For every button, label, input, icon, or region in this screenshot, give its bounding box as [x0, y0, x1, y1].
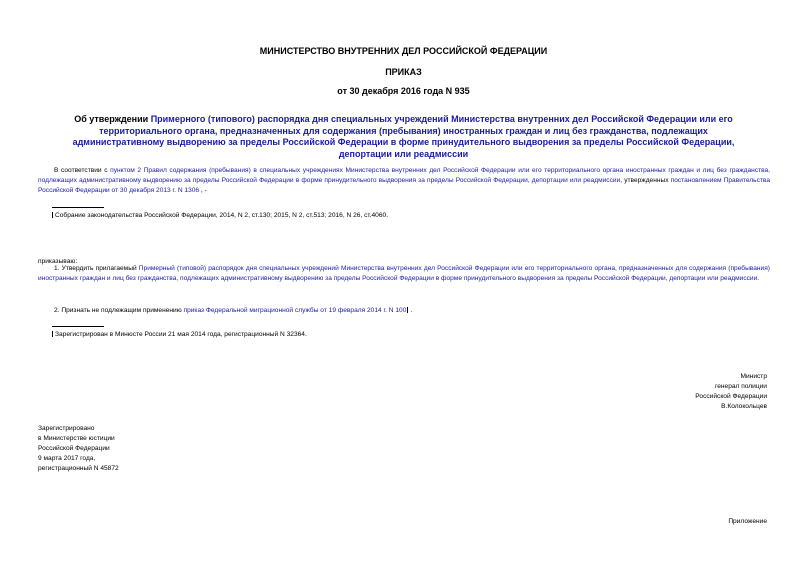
preamble-start: В соответствии с: [54, 167, 111, 174]
order-word: приказываю:: [38, 258, 78, 265]
schedule-link[interactable]: Примерный (типовой) распорядок дня специальных учреждений Министерства внутренних дел Российской Федерации или его территориального органа, предназначенных для содержания (пребывания) иностранных граждан и лиц без гражданства, подлежащих административному выдворению за пределы Российской Федерации в форме принудительного выдворения за пределы Российской Федерации, депортации или реадмиссии: [38, 265, 770, 282]
preamble-mid: , утвержденных: [620, 177, 671, 184]
footnote-2: [52, 330, 307, 339]
footnote-2-text: Зарегистрирован в Минюсте России 21 мая 2014 года, регистрационный N 32364.: [55, 331, 307, 338]
signature-line: В.Колокольцев: [721, 403, 767, 410]
signature-line: Российской Федерации: [695, 393, 767, 400]
footnote-1: [52, 211, 388, 220]
order-item-1: [38, 264, 770, 284]
footnote-marker: [407, 307, 408, 313]
signature-line: генерал полиции: [714, 383, 767, 390]
fms-order-link[interactable]: приказ Федеральной миграционной службы от 19 февраля 2014 г. N 100: [183, 307, 407, 314]
footnote-marker: [52, 331, 53, 337]
registration-line: в Министерстве юстиции: [38, 435, 115, 442]
ministry-heading: МИНИСТЕРСТВО ВНУТРЕННИХ ДЕЛ РОССИЙСКОЙ ФЕДЕРАЦИИ: [259, 46, 548, 56]
footnote-divider: [52, 326, 104, 327]
footnote-divider: [52, 207, 104, 208]
footnote-1-text: Собрание законодательства Российской Федерации, 2014, N 2, ст.130; 2015, N 2, ст.513; 2016, N 26, ст.4060.: [55, 212, 389, 219]
preamble-end: , -: [199, 187, 207, 194]
government-resolution-link[interactable]: постановлением Правительства Российской Федерации от 30 декабря 2013 г. N 1306: [38, 177, 770, 194]
registration-line: 9 марта 2017 года,: [38, 455, 96, 462]
item2-start: 2. Признать не подлежащим применению: [54, 307, 184, 314]
signature-block: [695, 372, 767, 412]
registration-block: [38, 424, 119, 474]
appendix-label: Приложение: [728, 518, 767, 525]
rules-link[interactable]: пунктом 2 Правил содержания (пребывания) в специальных учреждениях Министерства внутренних дел Российской Федерации или его территориального органа иностранных граждан и лиц без гражданства, подлежащих административному выдворению за пределы Российской Федерации в форме принудительного выдворения за пределы Российской Федерации, депортации или реадмиссии: [38, 167, 770, 184]
document-title: [70, 114, 737, 160]
preamble-paragraph: [38, 166, 770, 196]
registration-line: регистрационный N 45872: [38, 465, 119, 472]
item2-end: .: [410, 307, 413, 314]
title-link[interactable]: Примерного (типового) распорядка дня специальных учреждений Министерства внутренних дел Российской Федерации или его территориального органа, предназначенных для содержания (пребывания) иностранных граждан и лиц без гражданства, подлежащих административному выдворению за пределы Российской Федерации в форме принудительного выдворения за пределы Российской Федерации, депортации или реадмиссии: [72, 114, 735, 159]
signature-line: Министр: [740, 373, 767, 380]
registration-line: Российской Федерации: [38, 445, 110, 452]
title-prefix: Об утверждении: [74, 114, 151, 124]
footnote-marker: [52, 212, 53, 218]
doc-type-heading: ПРИКАЗ: [385, 67, 422, 77]
item1-end: .: [757, 275, 760, 282]
item1-start: 1. Утвердить прилагаемый: [54, 265, 139, 272]
registration-line: Зарегистрировано: [38, 425, 95, 432]
date-number-heading: от 30 декабря 2016 года N 935: [337, 86, 470, 96]
order-item-2: [38, 306, 770, 316]
